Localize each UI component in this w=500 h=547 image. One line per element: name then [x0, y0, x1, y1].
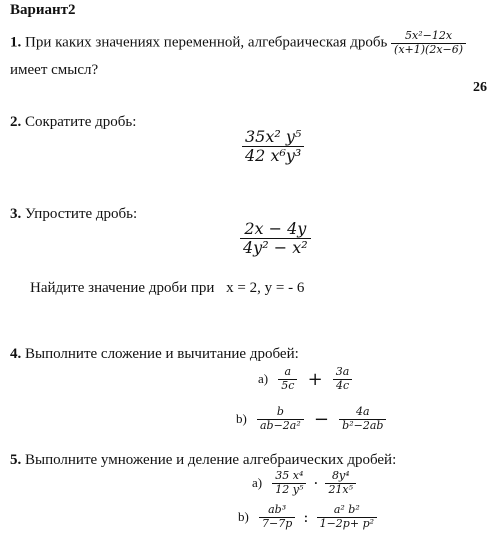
task-4-a-f1-denominator: 5c: [281, 378, 295, 392]
task-1-text: При каких значениях переменной, алгебраическая дробь: [25, 34, 388, 51]
task-4-a-fraction-1: [278, 366, 297, 392]
task-5-b-f1-numerator: ab³: [268, 503, 287, 516]
task-1-numerator: 5x²−12x: [405, 29, 453, 42]
task-3-numerator: 2x − 4y: [244, 219, 307, 238]
task-5-a-f1-numerator: 35 x⁴: [275, 469, 304, 482]
task-4-b: [236, 406, 386, 432]
task-2-formula: [242, 128, 304, 166]
task-5-a-fraction-2: [325, 470, 356, 496]
task-2-number: 2.: [10, 114, 22, 130]
task-4-a-f1-numerator: a: [284, 365, 292, 378]
task-3: [10, 206, 137, 223]
task-4-b-f1-numerator: b: [276, 405, 284, 418]
task-4-b-fraction-2: [339, 406, 386, 432]
task-3-values: x = 2, y = - 6: [226, 280, 305, 296]
task-5-a-fraction-1: [272, 470, 306, 496]
task-5-b-operator: :: [303, 508, 309, 527]
task-4: [10, 346, 299, 363]
task-2: [10, 114, 136, 131]
task-5-b-f2-denominator: 1−2p+ p²: [319, 516, 375, 530]
task-5-b-fraction-2: [317, 504, 377, 530]
task-4-b-label: b): [236, 411, 247, 427]
task-4-a-operator: +: [307, 368, 323, 390]
task-5-b: [238, 504, 377, 530]
task-5-a-label: a): [252, 475, 263, 491]
task-2-denominator: 42 x⁶y³: [245, 146, 302, 166]
task-4-number: 4.: [10, 346, 22, 362]
task-4-b-operator: −: [313, 408, 330, 430]
task-4-a: [258, 366, 352, 392]
task-4-b-f2-numerator: 4a: [356, 405, 370, 418]
task-5-a-operator: ·: [313, 474, 319, 493]
task-4-b-fraction-1: [257, 406, 304, 432]
task-5-a: [252, 470, 356, 496]
task-1-number: 1.: [10, 34, 22, 51]
task-3-denominator: 4y² − x²: [243, 238, 308, 258]
task-5-number: 5.: [10, 452, 22, 468]
task-3-fraction: [240, 220, 311, 258]
task-5-b-f2-numerator: a² b²: [333, 503, 360, 516]
task-2-fraction: [242, 128, 304, 166]
page-badge: 26: [473, 80, 487, 95]
task-4-a-f2-numerator: 3a: [335, 365, 350, 378]
task-5-b-fraction-1: [259, 504, 295, 530]
task-4-text: Выполните сложение и вычитание дробей:: [25, 346, 299, 362]
task-1-text-2: имеет смысл?: [10, 62, 99, 78]
task-4-b-f2-denominator: b²−2ab: [342, 418, 384, 432]
task-5: [10, 452, 396, 469]
task-5-b-label: b): [238, 509, 249, 525]
task-4-b-f1-denominator: ab−2a²: [259, 418, 301, 432]
task-4-a-fraction-2: [333, 366, 353, 392]
task-3-text: Упростите дробь:: [25, 206, 138, 222]
task-5-a-f1-denominator: 12 y⁵: [275, 482, 304, 496]
task-3-formula: [240, 220, 311, 258]
task-1-fraction: [391, 30, 466, 56]
task-1: [10, 30, 466, 56]
task-2-text: Сократите дробь:: [25, 114, 137, 130]
task-5-b-f1-denominator: 7−7p: [261, 516, 293, 530]
task-3-number: 3.: [10, 206, 22, 222]
task-3-line-2: [30, 280, 304, 297]
variant-title: Вариант2: [10, 2, 76, 18]
task-5-a-f2-numerator: 8y⁴: [331, 469, 350, 482]
task-3-text-2: Найдите значение дроби при: [30, 280, 215, 296]
task-4-a-f2-denominator: 4c: [335, 378, 350, 392]
task-5-a-f2-denominator: 21x⁵: [328, 482, 354, 496]
task-1-denominator: (x+1)(2x−6): [394, 42, 464, 56]
task-2-numerator: 35x² y⁵: [245, 127, 302, 146]
task-4-a-label: a): [258, 371, 269, 387]
task-5-text: Выполните умножение и деление алгебраических дробей:: [25, 452, 397, 468]
